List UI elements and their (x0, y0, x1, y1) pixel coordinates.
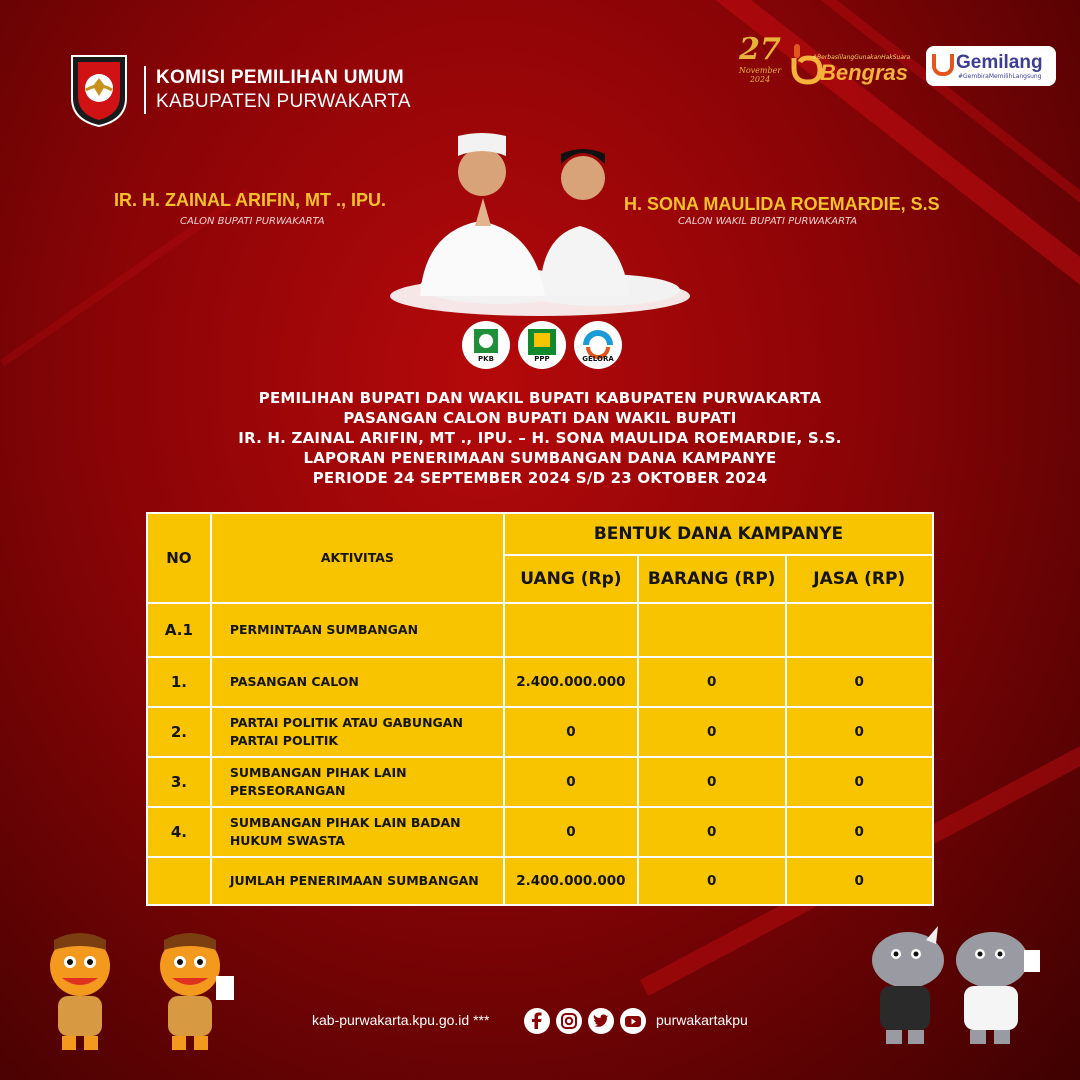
table-row (147, 807, 933, 857)
row-barang: 0 (638, 757, 786, 807)
gemilang-logo (926, 46, 1056, 86)
row-activity (211, 757, 504, 807)
bengras-mark-icon (790, 40, 824, 86)
title-line-5: PERIODE 24 SEPTEMBER 2024 S/D 23 OKTOBER 2024 (312, 469, 768, 487)
party-label-ppp: PPP (534, 355, 550, 363)
header-no: NO (147, 513, 211, 603)
row-activity-line: PARTAI POLITIK (229, 733, 339, 748)
facebook-icon[interactable] (524, 1008, 550, 1034)
row-barang: 0 (638, 657, 786, 707)
rhino-mascots (846, 920, 1046, 1050)
party-logos (462, 321, 622, 369)
row-activity-line: SUMBANGAN PIHAK LAIN BADAN (229, 815, 461, 830)
total-label: JUMLAH PENERIMAAN SUMBANGAN (211, 857, 504, 905)
title-line-4: LAPORAN PENERIMAAN SUMBANGAN DANA KAMPANYE (303, 449, 777, 467)
party-label-gelora: GELORA (582, 355, 614, 363)
gelora-logo (574, 321, 622, 369)
total-uang: 2.400.000.000 (504, 857, 638, 905)
title-line-1: PEMILIHAN BUPATI DAN WAKIL BUPATI KABUPATEN PURWAKARTA (258, 389, 822, 407)
row-no: 3. (147, 757, 211, 807)
row-activity-line: SUMBANGAN PIHAK LAIN (229, 765, 407, 780)
row-no: 4. (147, 807, 211, 857)
wakil-bupati-role: CALON WAKIL BUPATI PURWAKARTA (678, 216, 858, 227)
header-jasa: JASA (RP) (786, 555, 934, 603)
org-line-1: KOMISI PEMILIHAN UMUM (156, 67, 405, 88)
ppp-logo (518, 321, 566, 369)
row-barang: 0 (638, 807, 786, 857)
bengras-wordmark: Bengras (820, 60, 909, 85)
candidate-photo (380, 126, 700, 326)
wakil-bupati-name: H. SONA MAULIDA ROEMARDIE, S.S (624, 194, 940, 214)
row-uang: 0 (504, 757, 638, 807)
row-activity-line: PARTAI POLITIK ATAU GABUNGAN (229, 715, 463, 730)
bengras-logo (790, 40, 918, 86)
gemilang-mark-icon (932, 54, 954, 76)
total-row (147, 857, 933, 905)
gemilang-wordmark: Gemilang (956, 52, 1043, 73)
report-title (140, 388, 940, 488)
header-fund-type: BENTUK DANA KAMPANYE (504, 513, 933, 555)
row-activity (211, 657, 504, 707)
bupati-role: CALON BUPATI PURWAKARTA (180, 216, 325, 227)
kpu-logo (66, 50, 132, 128)
row-activity-line: HUKUM SWASTA (229, 833, 345, 848)
row-jasa: 0 (786, 707, 934, 757)
row-no: 1. (147, 657, 211, 707)
campaign-fund-table (146, 512, 934, 906)
website-link[interactable]: kab-purwakarta.kpu.go.id *** (312, 1012, 490, 1028)
instagram-icon[interactable] (556, 1008, 582, 1034)
row-uang: 0 (504, 807, 638, 857)
bupati-name: IR. H. ZAINAL ARIFIN, MT ., IPU. (114, 190, 386, 210)
table-row (147, 657, 933, 707)
gemilang-tagline: #GembiraMemilihLangsung (958, 73, 1042, 80)
title-line-3: IR. H. ZAINAL ARIFIN, MT ., IPU. – H. SONA MAULIDA ROEMARDIE, S.S. (238, 429, 842, 447)
section-label: PERMINTAAN SUMBANGAN (211, 603, 504, 657)
row-jasa: 0 (786, 657, 934, 707)
row-activity-line: PASANGAN CALON (229, 674, 359, 689)
tiger-mascots (20, 926, 240, 1056)
twitter-icon[interactable] (588, 1008, 614, 1034)
date-month: November (738, 66, 782, 75)
youtube-icon[interactable] (620, 1008, 646, 1034)
row-activity (211, 707, 504, 757)
pkb-logo (462, 321, 510, 369)
election-date-badge (736, 34, 784, 84)
row-activity-line: PERSEORANGAN (229, 783, 346, 798)
section-no: A.1 (147, 603, 211, 657)
row-uang: 0 (504, 707, 638, 757)
footer (312, 1006, 782, 1036)
date-number: 27 (739, 32, 781, 67)
total-jasa: 0 (786, 857, 934, 905)
header-activity: AKTIVITAS (211, 513, 504, 603)
header-uang: UANG (Rp) (504, 555, 638, 603)
row-no: 2. (147, 707, 211, 757)
row-uang: 2.400.000.000 (504, 657, 638, 707)
row-jasa: 0 (786, 757, 934, 807)
row-barang: 0 (638, 707, 786, 757)
bengras-tagline: #BerbaslilangGunakanHakSuara (812, 54, 911, 61)
org-line-2: KABUPATEN PURWAKARTA (156, 91, 411, 112)
header-barang: BARANG (RP) (638, 555, 786, 603)
party-label-pkb: PKB (478, 355, 494, 363)
date-year: 2024 (749, 75, 771, 84)
title-line-2: PASANGAN CALON BUPATI DAN WAKIL BUPATI (343, 409, 737, 427)
organization-name (144, 66, 411, 114)
total-barang: 0 (638, 857, 786, 905)
row-activity (211, 807, 504, 857)
table-row (147, 707, 933, 757)
table-row (147, 757, 933, 807)
social-handle[interactable]: purwakartakpu (656, 1012, 748, 1028)
row-jasa: 0 (786, 807, 934, 857)
section-row (147, 603, 933, 657)
